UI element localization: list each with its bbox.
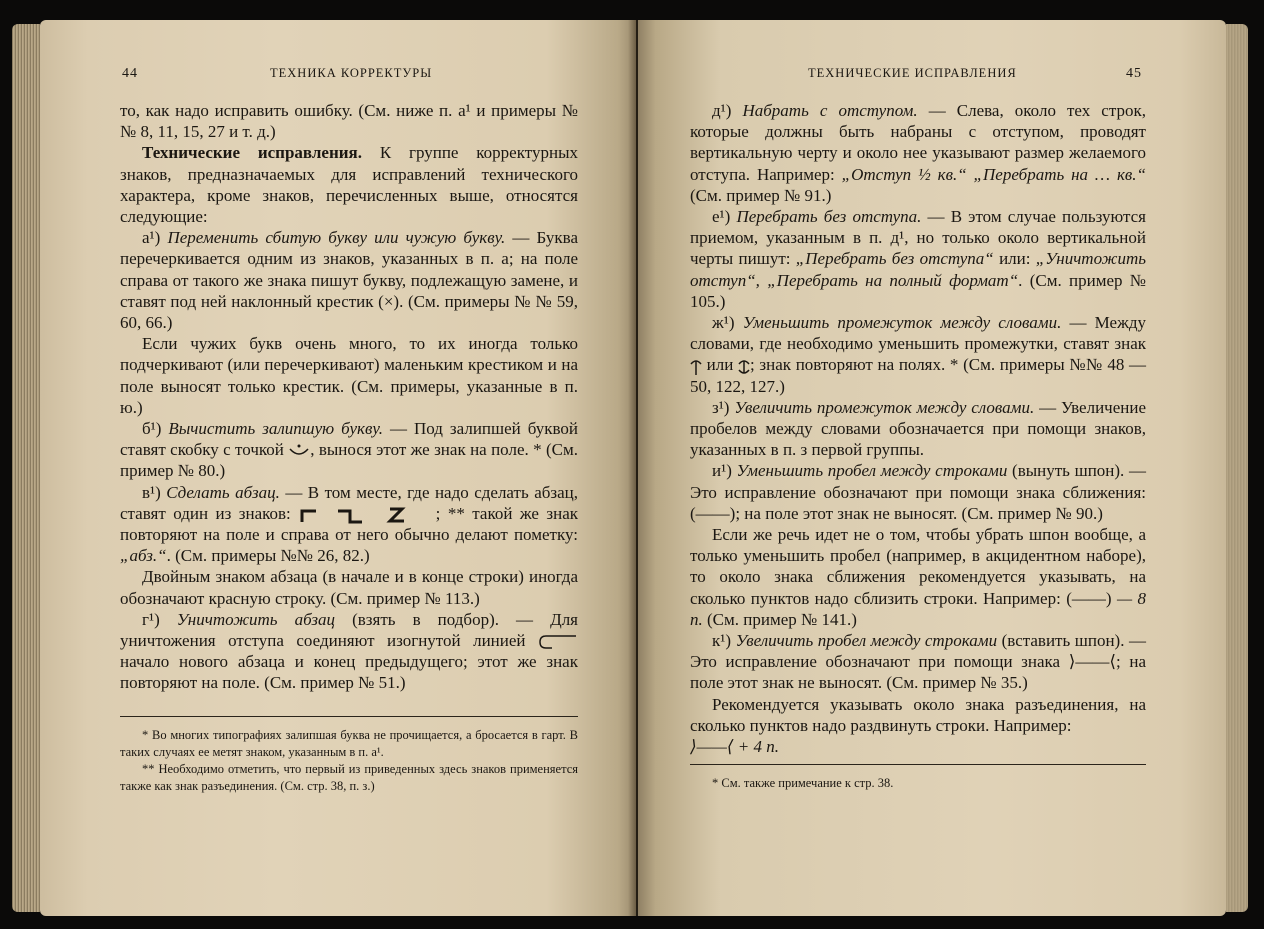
footnote: ** Необходимо отметить, что первый из приведенных здесь знаков применяется также как знак разъединения. (См. стр. 38, п. з.) (120, 761, 578, 793)
paragraph: Рекомендуется указывать около знака разъединения, на сколько пунктов надо раздвинуть строки. Например: (690, 694, 1146, 735)
page-number: 44 (122, 66, 138, 81)
left-page-body (120, 100, 578, 795)
item-title: Набрать с отступом. (742, 101, 918, 120)
item-b: б¹) Вычистить залипшую букву. — Под залипшей буквой ставят скобку с точкой , вынося этот же знак на поле. * (См. пример № 80.) (120, 419, 578, 481)
item-title: Уменьшить промежуток между словами. (742, 313, 1062, 333)
item-label: з¹) (712, 397, 730, 417)
paragraph: Если чужих букв очень много, то их иногда только подчеркивают (или перечеркивают) маленьким крестиком и на поле выносят только крестик. (См. примеры, указанные в п. ю.) (120, 334, 578, 417)
section-heading: Технические исправления. (142, 143, 362, 163)
item-k: к¹) Увеличить пробел между строками (вставить шпон). — Это исправление обозначают при помощи знака ⟩——⟨; на поле этот знак не выносят. (См. пример № 35.) (690, 631, 1146, 693)
paragraph-signs-icon (298, 506, 428, 524)
footnote-rule (120, 716, 578, 717)
item-z: з¹) Увеличить промежуток между словами. — Увеличение пробелов между словами обозначается при помощи знаков, указанных в п. з первой группы. (690, 397, 1147, 460)
item-g: г¹) Уничтожить абзац (взять в подбор). — Для уничтожения отступа соединяют изогнутой линией начало нового абзаца и конец предыдущего; этот же знак повторяют на поле. (См. пример № 51.) (120, 609, 579, 693)
reduce-space-mark-icon (690, 358, 702, 376)
item-label: г¹) (142, 609, 160, 629)
footnote: * Во многих типографиях залипшая буква не прочищается, а бросается в гарт. В таких случаях ее метят знаком, указанным в п. а¹. (120, 727, 578, 759)
item-label: д¹) (712, 101, 732, 120)
item-d: д¹) Набрать с отступом. — Слева, около тех строк, которые должны быть набраны с отступом, проводят вертикальную черту и около нее указывают размер желаемого отступа. Например: „Отступ ½ кв.“ „Перебрать на … кв.“ (См. пример № 91.) (690, 101, 1146, 205)
footnote-rule (690, 764, 1146, 765)
item-label: и¹) (712, 461, 732, 481)
book-page-edges-left (12, 24, 40, 912)
item-title: Переменить сбитую букву или чужую букву. (167, 228, 506, 248)
separation-sign: ⟩——⟨ (1068, 652, 1116, 672)
running-head: ТЕХНИЧЕСКИЕ ИСПРАВЛЕНИЯ (808, 66, 1017, 80)
item-title: Сделать абзац. (166, 482, 280, 502)
left-page (40, 20, 636, 916)
item-title: Уменьшить пробел между строками (736, 461, 1008, 481)
paragraph: Двойным знаком абзаца (в начале и в конце строки) иногда обозначают красную строку. (См. пример № 113.) (120, 567, 578, 608)
item-zh: ж¹) Уменьшить промежуток между словами. — Между словами, где необходимо уменьшить промежутки, ставят знак или ; знак повторяют на полях. * (См. примеры №№ 48 — 50, 122, 127.) (690, 313, 1146, 396)
footnotes (120, 727, 578, 795)
item-label: к¹) (712, 631, 732, 651)
paragraph: Технические исправления. К группе корректурных знаков, предназначаемых для исправлений технического характера, кроме знаков, перечисленных выше, относятся следующие: (120, 143, 578, 227)
item-title: Увеличить пробел между строками (735, 631, 998, 651)
item-label: в¹) (142, 482, 161, 502)
curved-line-mark-icon (538, 633, 578, 651)
book-page-edges-right (1226, 24, 1248, 912)
item-label: б¹) (142, 419, 162, 439)
right-page-body (690, 100, 1146, 792)
item-i: и¹) Уменьшить пробел между строками (вынуть шпон). — Это исправление обозначают при помощи знака сближения: (——); на поле этот знак не выносят. (См. пример № 90.) (690, 461, 1146, 523)
paragraph: Если же речь идет не о том, чтобы убрать шпон вообще, а только уменьшить пробел (например, в акцидентном наборе), то около знака сближения рекомендуется указывать, на сколько пунктов надо сблизить строки. Например: (——) — 8 п. (См. пример № 141.) (690, 525, 1146, 629)
item-label: е¹) (712, 207, 731, 227)
paragraph: то, как надо исправить ошибку. (См. ниже п. а¹ и примеры №№ 8, 11, 15, 27 и т. д.) (120, 101, 578, 142)
example: ⟩——⟨ + 4 п. (690, 737, 779, 757)
running-head: ТЕХНИКА КОРРЕКТУРЫ (270, 66, 433, 80)
item-v: в¹) Сделать абзац. — В том месте, где надо сделать абзац, ставят один из знаков: ; ** такой же знак повторяют на поле и справа от него обычно делают пометку: „абз.“. (См. примеры №№ 26, 82.) (120, 482, 578, 566)
page-number: 45 (1126, 66, 1142, 81)
bracket-dot-mark-icon (288, 443, 310, 459)
item-e: е¹) Перебрать без отступа. — В этом случае пользуются приемом, указанным в п. д¹, но только около вертикальной черты пишут: „Перебрать без отступа“ или: „Уничтожить отступ“, „Перебрать на полный формат“. (См. пример № 105.) (690, 207, 1147, 311)
footnotes (690, 775, 1146, 792)
item-title: Увеличить промежуток между словами. (734, 397, 1035, 417)
right-page (638, 20, 1226, 916)
item-a: а¹) Переменить сбитую букву или чужую букву. — Буква перечеркивается одним из знаков, указанных в п. а; на поле справа от такого же знака пишут букву, подлежащую замене, и ставят под ней наклонный крестик (×). (См. примеры № № 59, 60, 66.) (120, 228, 578, 333)
footnote: * См. также примечание к стр. 38. (712, 776, 894, 791)
item-label: а¹) (142, 228, 161, 248)
item-title: Уничтожить абзац (176, 609, 336, 629)
item-label: ж¹) (712, 313, 735, 333)
item-title: Перебрать без отступа. (736, 207, 922, 227)
reduce-space-mark-alt-icon (738, 358, 750, 376)
item-title: Вычистить залипшую букву. (168, 419, 384, 439)
